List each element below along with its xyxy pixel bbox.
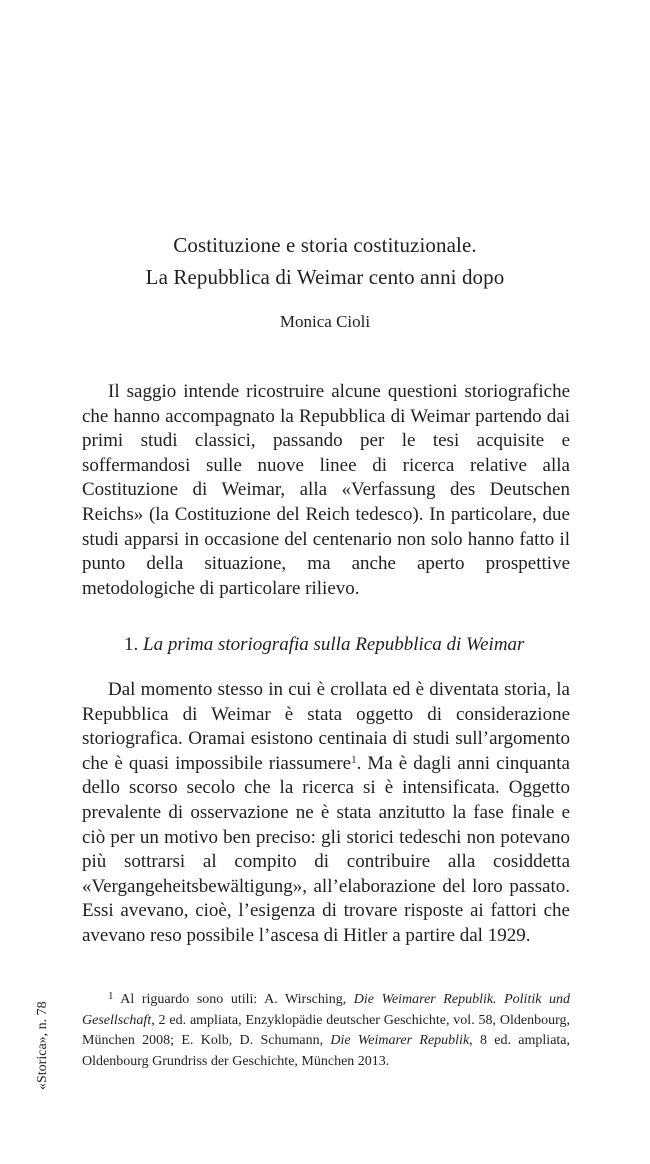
footnote-reference[interactable]: 1 xyxy=(351,753,357,766)
footnote-book-title-1: Die Weimarer Republik. Politik und Gesellschaft xyxy=(82,992,570,1028)
paragraph-text-before-ref: Dal momento stesso in cui è crollata ed è diventata storia, la Repubblica di Weimar è stata oggetto di considerazione storiografica. Oramai esistono centinaia di studi sull’argomento che è quasi impossibile riassumere xyxy=(82,679,570,774)
title-line-1: Costituzione e storia costituzionale. xyxy=(173,233,477,257)
section-heading xyxy=(124,633,584,657)
footnote-book-title-2: Die Weimarer Republik xyxy=(330,1033,470,1048)
footnote-part-2: , 2 ed. ampliata, Enzyklopädie deutscher Geschichte, vol. 58, Oldenbourg, München 2008; E. Kolb, D. Schumann, xyxy=(82,1012,570,1048)
author-name: Monica Cioli xyxy=(279,312,371,331)
footnote-part-3: , 8 ed. ampliata, Oldenbourg Grundriss der Geschichte, München 2013. xyxy=(82,1033,571,1069)
paragraph-text xyxy=(82,678,570,949)
abstract-text: Il saggio intende ricostruire alcune questioni storiografiche che hanno accompagnato la Repubblica di Weimar partendo dai primi studi classici, passando per le tesi acquisite e soffermandosi sulle nuove linee di ricerca relative alla Costituzione di Weimar, alla «Verfassung des Deutschen Reichs» (la Costituzione del Reich tedesco). In particolare, due studi apparsi in occasione del centenario non solo hanno fatto il punto della situazione, ma anche aperto prospettive metodologiche di particolare rilievo. xyxy=(82,381,570,599)
article-title xyxy=(0,229,650,293)
section-number: 1. xyxy=(124,634,139,655)
body-paragraph xyxy=(82,678,570,949)
title-line-2: La Repubblica di Weimar cento anni dopo xyxy=(145,265,505,289)
paragraph-text-after-ref: . Ma è dagli anni cinquanta dello scorso secolo che la ricerca si è intensificata. Oggetto prevalente di osservazione ne è stata anzitutto la fase finale e ciò per un motivo ben preciso: gli storici tedeschi non potevano più sottrarsi al compito di contribuire alla cosiddetta «Vergangeheitsbewältigung», all’elaborazione del loro passato. Essi avevano, cioè, l’esigenza di trovare risposte ai fattori che avevano reso possibile l’ascesa di Hitler a partire dal 1929. xyxy=(82,752,570,946)
footnote-mark: 1 xyxy=(108,990,114,1002)
footnote-part-1: Al riguardo sono utili: A. Wirsching, xyxy=(120,992,354,1007)
running-head: «Storica», n. 78 xyxy=(35,1001,50,1090)
abstract xyxy=(82,380,570,601)
footnote-text xyxy=(82,990,570,1072)
section-title: La prima storiografia sulla Repubblica di Weimar xyxy=(143,634,525,655)
footnote xyxy=(82,990,570,1072)
